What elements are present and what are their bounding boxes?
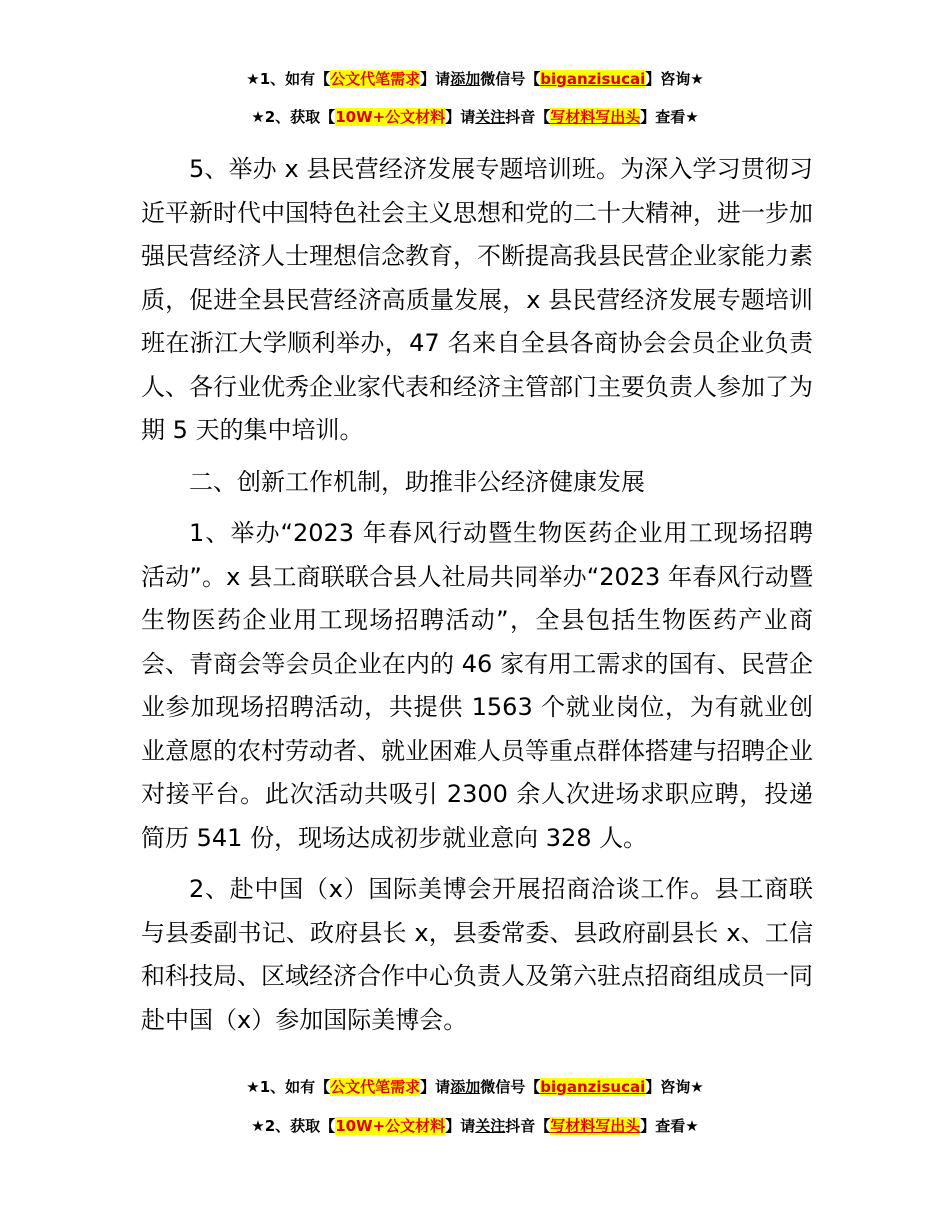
- banner-text: ★2、获取【: [251, 108, 336, 126]
- underlined-add: 添加: [450, 70, 481, 88]
- banner-text: 抖音【: [505, 108, 551, 126]
- banner-text: 】请: [420, 1078, 451, 1096]
- wechat-id: biganzisucai: [540, 1078, 646, 1096]
- banner-text: 】查看★: [640, 108, 699, 126]
- banner-text: 】请: [445, 108, 476, 126]
- douyin-account: 写材料写出头: [550, 1117, 641, 1135]
- banner-text: 】咨询★: [645, 1078, 704, 1096]
- underlined-follow: 关注: [475, 1117, 506, 1135]
- footer-banner-line-1: [0, 1077, 950, 1097]
- banner-text: ★1、如有【: [246, 1078, 331, 1096]
- highlight-materials: 10W+公文材料: [335, 1117, 446, 1135]
- banner-text: 】请: [420, 70, 451, 88]
- banner-text: 】查看★: [640, 1117, 699, 1135]
- underlined-add: 添加: [450, 1078, 481, 1096]
- banner-text: 抖音【: [505, 1117, 551, 1135]
- banner-text: 微信号【: [480, 70, 541, 88]
- banner-text: 微信号【: [480, 1078, 541, 1096]
- highlight-service: 公文代笔需求: [330, 1078, 421, 1096]
- banner-text: ★2、获取【: [251, 1117, 336, 1135]
- banner-text: ★1、如有【: [246, 70, 331, 88]
- highlight-materials: 10W+公文材料: [335, 108, 446, 126]
- document-body: [141, 148, 813, 1042]
- wechat-id: biganzisucai: [540, 70, 646, 88]
- footer-banner-line-2: [0, 1116, 950, 1136]
- highlight-service: 公文代笔需求: [330, 70, 421, 88]
- paragraph-training-class: 5、举办 x 县民营经济发展专题培训班。为深入学习贯彻习近平新时代中国特色社会主义思想和党的二十大精神，进一步加强民营经济人士理想信念教育，不断提高我县民营企业家能力素质，促进全县民营经济高质量发展，x 县民营经济发展专题培训班在浙江大学顺利举办，47 名来自全县各商协会会员企业负责人、各行业优秀企业家代表和经济主管部门主要负责人参加了为期 5 天的集中培训。: [141, 155, 813, 444]
- header-banner-line-1: [0, 69, 950, 89]
- douyin-account: 写材料写出头: [550, 108, 641, 126]
- header-banner-line-2: [0, 107, 950, 127]
- paragraph-beauty-expo: 2、赴中国（x）国际美博会开展招商洽谈工作。县工商联与县委副书记、政府县长 x，县委常委、县政府副县长 x、工信和科技局、区域经济合作中心负责人及第六驻点招商组成员一同赴中国（x）参加国际美博会。: [141, 875, 813, 1034]
- underlined-follow: 关注: [475, 108, 506, 126]
- banner-text: 】请: [445, 1117, 476, 1135]
- banner-text: 】咨询★: [645, 70, 704, 88]
- section-heading: 二、创新工作机制，助推非公经济健康发展: [189, 467, 645, 496]
- paragraph-recruitment: 1、举办“2023 年春风行动暨生物医药企业用工现场招聘活动”。x 县工商联联合县人社局共同举办“2023 年春风行动暨生物医药企业用工现场招聘活动”，全县包括生物医药产业商会、青商会等会员企业在内的 46 家有用工需求的国有、民营企业参加现场招聘活动，共提供 1563 个就业岗位，为有就业创业意愿的农村劳动者、就业困难人员等重点群体搭建与招聘企业对接平台。此次活动共吸引 2300 余人次进场求职应聘，投递简历 541 份，现场达成初步就业意向 328 人。: [141, 519, 813, 852]
